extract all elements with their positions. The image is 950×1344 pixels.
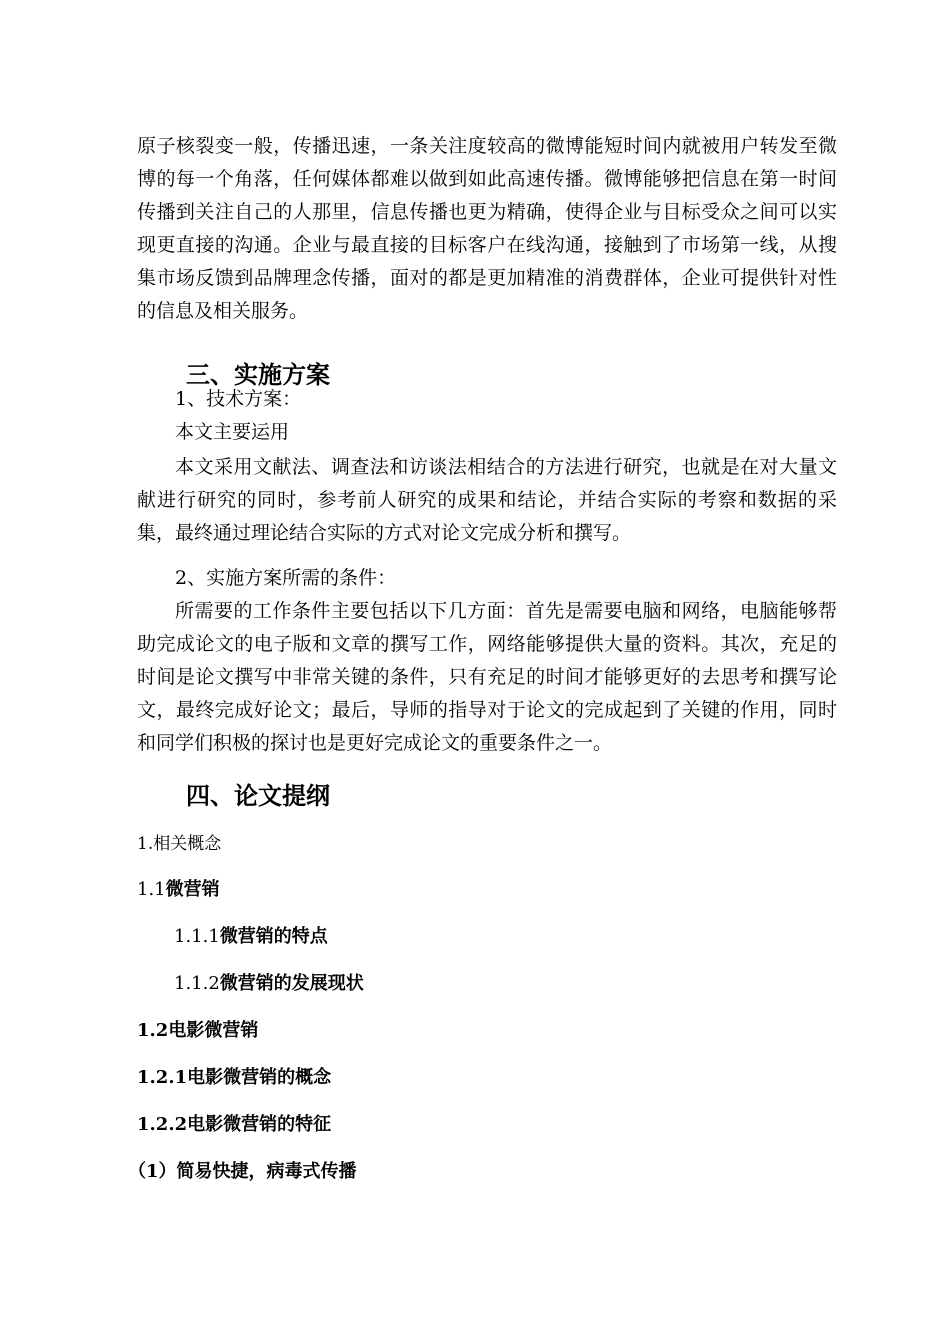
outline-item-1-1	[137, 875, 220, 901]
paragraph-propagation: 原子核裂变一般，传播迅速，一条关注度较高的微博能短时间内就被用户转发至微博的每一个角落，任何媒体都难以做到如此高速传播。微博能够把信息在第一时间传播到关注自己的人那里，信息传播也更为精确，使得企业与目标受众之间可以实现更直接的沟通。企业与最直接的目标客户在线沟通，接触到了市场第一线，从搜集市场反馈到品牌理念传播，面对的都是更加精准的消费群体，企业可提供针对性的信息及相关服务。	[137, 135, 837, 322]
outline-item-1: 1.相关概念	[137, 834, 222, 854]
outline-text: 微营销	[165, 879, 220, 900]
outline-text: 电影微营销的特征	[187, 1114, 332, 1135]
outline-item-1-2-2	[137, 1110, 331, 1136]
outline-number: 1.2.2	[137, 1114, 188, 1135]
outline-number: 1.2	[137, 1020, 169, 1041]
outline-number: 1.1	[137, 879, 166, 900]
outline-item-1-2-1	[137, 1063, 331, 1089]
paragraph-conditions: 所需要的工作条件主要包括以下几方面：首先是需要电脑和网络，电脑能够帮助完成论文的电子版和文章的撰写工作，网络能够提供大量的资料。其次，充足的时间是论文撰写中非常关键的条件，只有充足的时间才能够更好的去思考和撰写论文，最终完成好论文；最后，导师的指导对于论文的完成起到了关键的作用，同时和同学们积极的探讨也是更好完成论文的重要条件之一。	[137, 600, 837, 754]
outline-text: 电影微营销的概念	[187, 1067, 332, 1088]
subheading-conditions: 2、实施方案所需的条件：	[175, 567, 397, 589]
technical-plan-intro: 本文主要运用	[175, 421, 290, 443]
outline-text: 微营销的特点	[219, 926, 328, 947]
outline-number: 1.2.1	[137, 1067, 188, 1088]
outline-number: 1.1.1	[174, 926, 220, 947]
paragraph-research-method: 本文采用文献法、调查法和访谈法相结合的方法进行研究，也就是在对大量文献进行研究的同时，参考前人研究的成果和结论，并结合实际的考察和数据的采集，最终通过理论结合实际的方式对论文完成分析和撰写。	[137, 456, 837, 544]
section-heading-outline: 四、论文提纲	[186, 781, 330, 810]
outline-item-1-1-1	[174, 922, 328, 948]
outline-item-1-2	[137, 1016, 258, 1042]
outline-item-feature-1: （1）简易快捷，病毒式传播	[128, 1161, 357, 1182]
outline-item-1-1-2	[174, 969, 364, 995]
outline-number: 1.1.2	[174, 973, 220, 994]
section-heading-implementation: 三、实施方案	[186, 360, 330, 389]
subheading-technical-plan: 1、技术方案：	[175, 388, 302, 410]
outline-text: 微营销的发展现状	[219, 973, 364, 994]
outline-text: 电影微营销	[168, 1020, 259, 1041]
